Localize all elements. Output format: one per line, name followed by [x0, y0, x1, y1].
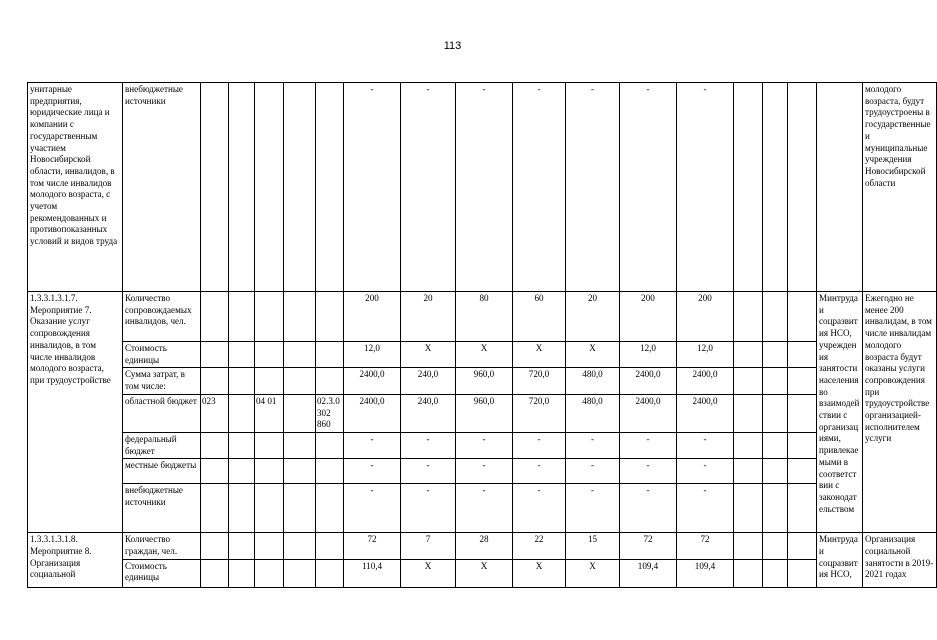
table-row: 1.3.3.1.3.1.7. Мероприятие 7. Оказание услуг сопровождения инвалидов, в том числе инвалидов молодого возраста, при трудоустройстве Количество сопровождаемых инвалидов, чел. 200 20 80 60 20 200 200 Минтруда и соцразвития НСО, учреждения занятости населения во взаимодействии с организациями, привлекаемыми в соответствии с законодательством Ежегодно не менее 200 инвалидам, в том числе инвалидам молодого возраста будут оказаны услуги сопровождения при трудоустройстве организацией-исполнителем услуги — [28, 292, 937, 342]
table-row: Сумма затрат, в том числе: 2400,0 240,0 960,0 720,0 480,0 2400,0 2400,0 — [28, 368, 937, 394]
result-cell: Организация социальной занятости в 2019-2021 годах — [863, 533, 937, 587]
table-row: внебюджетные источники - - - - - - - — [28, 484, 937, 533]
result-cell: Ежегодно не менее 200 инвалидам, в том числе инвалидам молодого возраста будут оказаны услуги сопровождения при трудоустройстве организацией-исполнителем услуги — [863, 292, 937, 533]
table-row: унитарные предприятия, юридические лица и компании с государственным участием Новосибирской области, инвалидов, в том числе инвалидов молодого возраста, с учетом рекомендованных и противопоказанных условий и видов труда внебюджетные источники - - - - - - - молодого возраста, будут трудоустроены в государственные и муниципальные учреждения Новосибирской области — [28, 83, 937, 292]
event-cell: унитарные предприятия, юридические лица и компании с государственным участием Новосибирской области, инвалидов, в том числе инвалидов молодого возраста, с учетом рекомендованных и противопоказанных условий и видов труда — [28, 83, 123, 292]
program-table — [27, 82, 937, 588]
executor-cell: Минтруда и соцразвития НСО, учреждения занятости населения во взаимодействии с организациями, привлекаемыми в соответствии с законодательством — [817, 292, 863, 533]
table-row: Стоимость единицы 12,0 Х Х Х Х 12,0 12,0 — [28, 342, 937, 368]
table-row: областной бюджет 023 04 01 02.3.0302 860 2400,0 240,0 960,0 720,0 480,0 2400,0 2400,0 — [28, 394, 937, 432]
event-cell: 1.3.3.1.3.1.7. Мероприятие 7. Оказание услуг сопровождения инвалидов, в том числе инвалидов молодого возраста, при трудоустройстве — [28, 292, 123, 533]
result-cell: молодого возраста, будут трудоустроены в государственные и муниципальные учреждения Новосибирской области — [863, 83, 937, 292]
table-row: федеральный бюджет - - - - - - - — [28, 432, 937, 458]
page-number: 113 — [443, 40, 462, 52]
table-row: местные бюджеты - - - - - - - — [28, 459, 937, 484]
source-cell: внебюджетные источники — [123, 83, 201, 292]
event-cell: 1.3.3.1.3.1.8. Мероприятие 8. Организация социальной — [28, 533, 123, 587]
table-row: Стоимость единицы 110,4 Х Х Х Х 109,4 109,4 — [28, 559, 937, 587]
table-row: 1.3.3.1.3.1.8. Мероприятие 8. Организация социальной Количество граждан, чел. 72 7 28 22 15 72 72 Минтруда и соцразвития НСО, Организация социальной занятости в 2019-2021 годах — [28, 533, 937, 559]
executor-cell: Минтруда и соцразвития НСО, — [817, 533, 863, 587]
